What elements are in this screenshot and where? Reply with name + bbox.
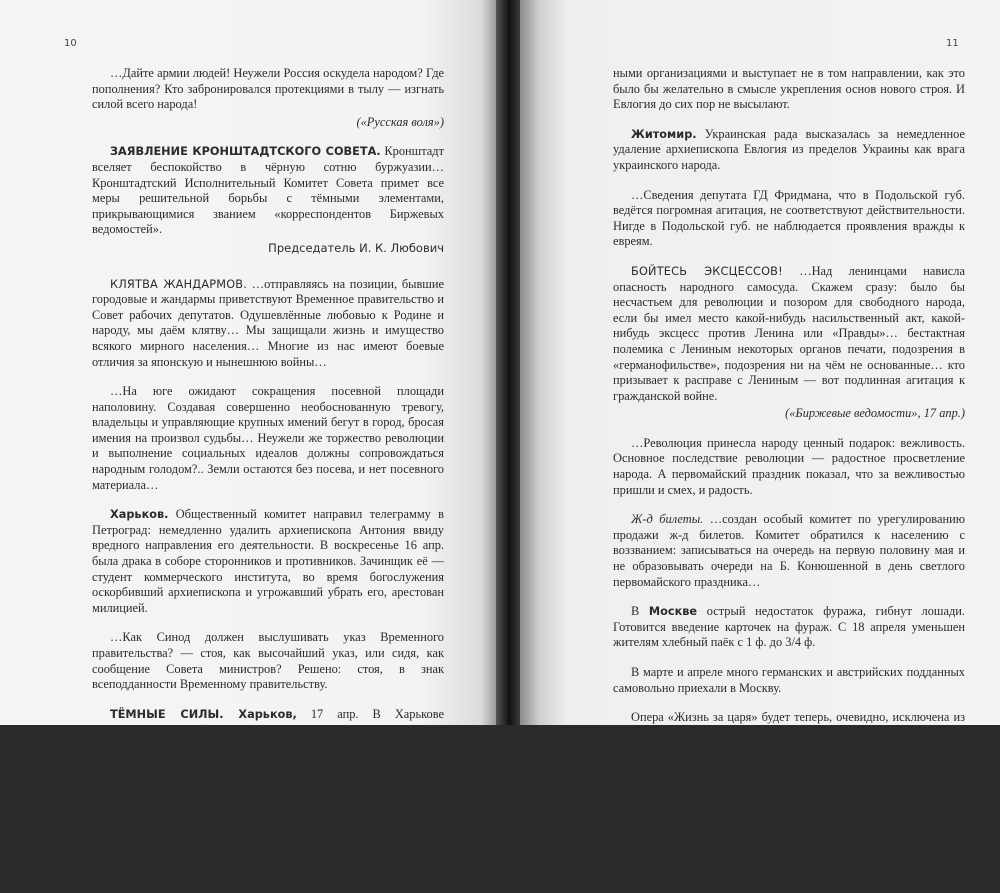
headline: Житомир. bbox=[631, 127, 697, 141]
signature: Председатель И. К. Любович bbox=[268, 240, 444, 255]
paragraph: В Мариинском театре совещание о дальнейших отсрочках военнообязанным артистам… В Александринском театре таких 28 ч., в том числе Мейерхольд. На собрании труппы Александринского театра принята резолюция: «Признать деятельность театров в военное время необходимой, так как она поддерживает бодрость в народе». bbox=[613, 755, 965, 848]
headline: БОЙТЕСЬ ЭКСЦЕССОВ! bbox=[631, 264, 783, 278]
headline: Харьков. bbox=[110, 508, 169, 522]
paragraph-text: Кронштадт вселяет беспокойство в чёрную сотню буржуазии… Кронштадтский Исполнительный Комитет Совета примет все меры решительной борьбы с тёмными элементами, прикрывающимися званием «корреспондентов Биржевых ведомостей». bbox=[92, 144, 444, 237]
kharkov-block bbox=[92, 507, 444, 616]
paragraph-text: острый недостаток фуража, гибнут лошади. Готовится введение карточек на фураж. С 18 апреля уменьшен жителям хлебный паёк с 1 ф. до 3/4 ф. bbox=[613, 604, 965, 650]
paragraph: …На юге ожидают сокращения посевной площади наполовину. Создавая совершенно необоснованную тревогу, владельцы и управляющие крупных имений бегут в город, бросая имения на произвол судьбы… Неужели же торжество революции и выполнение социальных идеалов должны сопровождаться народным голодом?.. Земли остаются без посева, и нет посевного материала… bbox=[92, 384, 444, 492]
headline: Москве bbox=[648, 605, 698, 619]
source-citation: («Русская воля») bbox=[356, 114, 444, 129]
paragraph-text: …Над ленинцами нависла опасность народного самосуда. Скажем сразу: было бы несчастьем для революции и позором для свободного народа, если бы имел место какой-нибудь насильственный акт, какой-нибудь эксцесс против Ленина или «Правды»… бестактная полемика с Лениным некоторых органов печати, подозрения в «германофильстве», подозрения ни на чём не основанные… кто призывает к расправе с Лениным — вот подлинная агитация к гражданской войне. bbox=[613, 263, 965, 403]
zhitomir-committee-block bbox=[92, 801, 444, 879]
left-page bbox=[0, 0, 496, 878]
source-citation: («Биржевые ведомости», 17 апр.) bbox=[785, 406, 965, 421]
paragraph bbox=[92, 507, 444, 616]
foreigners-block bbox=[613, 665, 965, 696]
politeness-block bbox=[613, 436, 965, 498]
synod-block bbox=[92, 630, 444, 692]
railway-tickets-block bbox=[613, 512, 965, 590]
kronstadt-statement-block bbox=[92, 144, 444, 256]
paragraph bbox=[613, 264, 965, 404]
excesses-block bbox=[613, 264, 965, 422]
paragraph bbox=[92, 707, 444, 769]
headline: ЗАЯВЛЕНИЕ КРОНШТАДТСКОГО СОВЕТА. bbox=[110, 145, 381, 159]
page-number-right: 11 bbox=[946, 38, 959, 49]
south-sowing-block bbox=[92, 384, 444, 493]
paragraph: …Как Синод должен выслушивать указ Временного правительства? — стоя, как высочайший указ, или сидя, как сообщение Совета министров? Решено: стоя, в знак всеподданности Временному правительству. bbox=[92, 630, 444, 692]
paragraph: Опера «Жизнь за царя» будет теперь, очевидно, исключена из театрального репертуара. bbox=[613, 710, 965, 740]
paragraph: ными организациями и выступает не в том направлении, как это было бы желательно в смысле укрепления основ нового строя. И Евлогия до сих пор не высылают. bbox=[613, 66, 965, 112]
gendarmes-oath-block bbox=[92, 277, 444, 371]
paragraph bbox=[92, 277, 444, 371]
page-number-left: 10 bbox=[64, 38, 77, 49]
right-page bbox=[520, 0, 1000, 848]
paragraph-text: Украинская рада высказалась за немедленное удаление архиепископа Евлогия из пределов Украины как врага украинского народа. bbox=[613, 126, 965, 172]
paragraph: …Революция принесла народу ценный подарок: вежливость. Основное последствие революции — радостное просветление народа. А первомайский праздник показал, что за вежливостью пришли и смех, и радость. bbox=[613, 435, 965, 497]
paragraph-text: 17 апр. В Харькове распространяются тёмные слухи о том, что вчера, во время служения архиепископа Антония в Мироносицкой церкви, какой-то еврей Коуфман «что-то сказал». Коуфман подвергся избиению. bbox=[92, 706, 444, 768]
paragraph: Житомирский городской Исполнительный Комитет обратился с ходатайством к Временному правительству: удалить епископа Евлогия из пределов Волынской губ. Ходатайство поддержано житомирским Советом рабочих депутатов. Но духовенство расходится со всеми общественными организациями bbox=[92, 800, 444, 878]
paragraph-text: …отправляясь на позиции, бывшие городовые и жандармы приветствуют Временное правительство и Совет рабочих депутатов. Одушевлённые любовью к Родине и народу, мы даём клятву… Мы защищали жизнь и имущество всякого мирного населения… Многие из нас имеют боевые отличия за японскую и нынешнюю войны… bbox=[92, 276, 444, 369]
book-spine-gutter bbox=[496, 0, 520, 725]
paragraph: В марте и апреле много германских и австрийских подданных самовольно приехали в Москву. bbox=[613, 665, 965, 695]
paragraph bbox=[92, 144, 444, 238]
podolsk-block bbox=[613, 188, 965, 250]
right-page-body bbox=[613, 66, 965, 863]
headline: КЛЯТВА ЖАНДАРМОВ. bbox=[110, 277, 248, 291]
paragraph: …Сведения депутата ГД Фридмана, что в Подольской губ. ведётся погромная агитация, не соответствуют действительности. Нигде в Подольской губ. не наблюдается проявления вражды к евреям. bbox=[613, 187, 965, 249]
headline: ТЁМНЫЕ СИЛЫ. Харьков, bbox=[110, 707, 297, 721]
paragraph-text: …создан особый комитет по урегулированию продажи ж-д билетов. Комитет обратился к населению с воззванием: записываться на очередь на первую половину мая и не образовывать очереди на Б. Конюшенной в день светлого первомайского праздника… bbox=[613, 512, 965, 589]
headline: Ж-д билеты. bbox=[631, 512, 704, 527]
paragraph bbox=[92, 66, 444, 113]
prefix-text: В bbox=[631, 604, 649, 619]
moscow-fodder-block bbox=[613, 604, 965, 651]
paragraph-text: Общественный комитет направил телеграмму в Петроград: немедленно удалить архиепископа Антония ввиду вредного направления его деятельности. В воскресенье 16 апр. была драка в соборе сторонников и противников. Зачинщик её — студент коммерческого института, во время богослужения оскорбивший архиепископа и угрожавший убрать его, арестован милицией. bbox=[92, 507, 444, 615]
paragraph bbox=[613, 512, 965, 590]
paragraph bbox=[613, 127, 965, 174]
opera-block bbox=[613, 710, 965, 741]
paragraph bbox=[613, 604, 965, 651]
source-citation: («Русское слово», 18 апр.) bbox=[307, 771, 444, 786]
army-quote-block bbox=[92, 66, 444, 130]
theatre-block bbox=[613, 755, 965, 849]
continuation-block bbox=[613, 66, 965, 113]
left-page-body bbox=[92, 66, 444, 893]
zhitomir-rada-block bbox=[613, 127, 965, 174]
paragraph-text: …Дайте армии людей! Неужели Россия оскудела народом? Где пополнения? Кто забронировался протекциями в тылу — изгнать силой всего народа! bbox=[92, 66, 444, 112]
dark-forces-block bbox=[92, 707, 444, 787]
